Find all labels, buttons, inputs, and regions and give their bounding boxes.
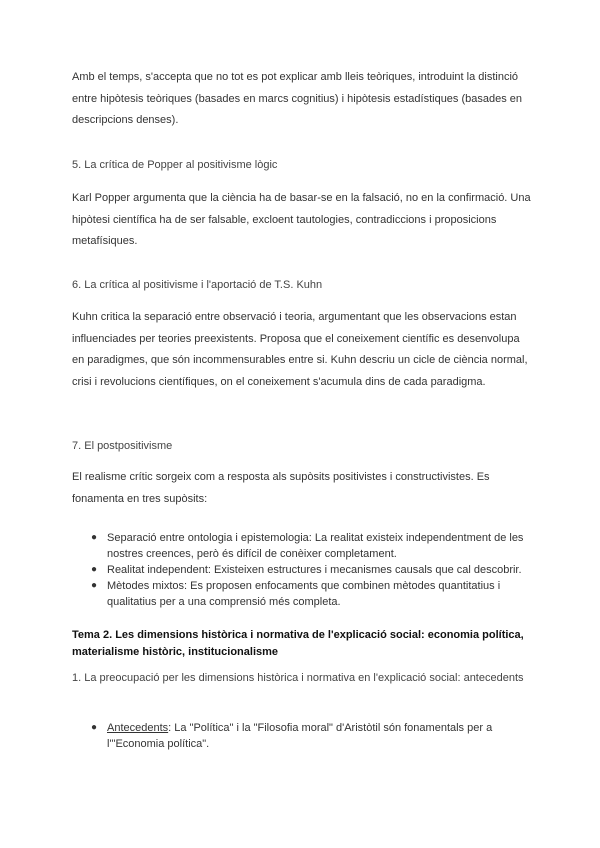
bullet-icon: ● [91, 564, 98, 575]
bullet-icon: ● [91, 580, 98, 591]
section-7-paragraph: El realisme crític sorgeix com a resposta als supòsits positivistes i constructivistes. Es fonamenta en tres supòsits: [72, 471, 490, 505]
antecedents-text: : La "Política" i la "Filosofia moral" d'Aristòtil són fonamentals per a l'"Economia política". [107, 722, 493, 750]
section-5-paragraph: Karl Popper argumenta que la ciència ha de basar-se en la falsació, no en la confirmació. Una hipòtesi científica ha de ser falsable, excloent tautologies, contradiccions i proposicions metafísiques. [72, 192, 531, 247]
antecedents-list [72, 720, 542, 752]
section-6-heading: 6. La crítica al positivisme i l'aportació de T.S. Kuhn [72, 279, 323, 291]
antecedents-label: Antecedents [107, 722, 169, 734]
bullet-icon: ● [91, 532, 98, 543]
bullet-icon: ● [91, 722, 98, 733]
list-item-text: Separació entre ontologia i epistemologia: La realitat existeix independentment de les nostres creences, però és difícil de conèixer completament. [107, 532, 524, 560]
topic-2-title: Tema 2. Les dimensions històrica i normativa de l'explicació social: economia política, materialisme històric, institucionalisme [72, 629, 524, 658]
assumptions-list [72, 530, 542, 610]
list-item [72, 530, 542, 562]
section-5-heading: 5. La crítica de Popper al positivisme lògic [72, 159, 278, 171]
section-6-paragraph: Kuhn critica la separació entre observació i teoria, argumentant que les observacions estan influenciades per teories preexistents. Proposa que el coneixement científic es desenvolupa en paradigmes, que són incommensurables entre si. Kuhn descriu un cicle de ciència normal, crisi i revolucions científiques, on el coneixement s'acumula dins de cada paradigma. [72, 311, 528, 388]
intro-paragraph: Amb el temps, s'accepta que no tot es pot explicar amb lleis teòriques, introduint la distinció entre hipòtesis teòriques (basades en marcs cognitius) i hipòtesis estadístiques (basades en descripcions denses). [72, 71, 523, 126]
list-item-text: Mètodes mixtos: Es proposen enfocaments que combinen mètodes quantitatius i qualitatius per a una comprensió més completa. [107, 580, 501, 608]
list-item [72, 578, 542, 610]
topic-2-section-1-heading: 1. La preocupació per les dimensions històrica i normativa en l'explicació social: antecedents [72, 672, 524, 684]
section-7-heading: 7. El postpositivisme [72, 440, 173, 452]
list-item [72, 720, 542, 752]
list-item [72, 562, 542, 578]
list-item-text: Realitat independent: Existeixen estructures i mecanismes causals que cal descobrir. [107, 564, 522, 576]
